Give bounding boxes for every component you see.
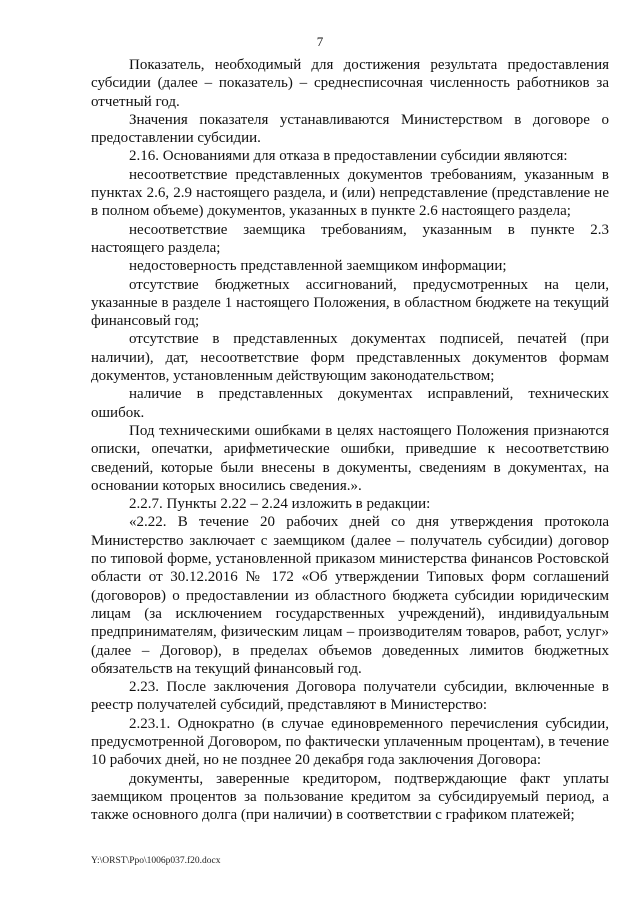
paragraph-documents-payment: документы, заверенные кредитором, подтверждающие факт уплаты заемщиком процентов за пользование кредитом за субсидируемый период, а также основного долга (при наличии) в соответствии с графиком платежей; — [91, 770, 609, 824]
paragraph-2-2-7: 2.2.7. Пункты 2.22 – 2.24 изложить в редакции: — [129, 496, 431, 513]
page-number: 7 — [316, 34, 324, 49]
paragraph-refusal-information: недостоверность представленной заемщиком информации; — [129, 258, 507, 275]
paragraph-refusal-borrower: несоответствие заемщика требованиям, указанным в пункте 2.3 настоящего раздела; — [91, 221, 609, 256]
footer-file-path: Y:\ORST\Ppo\1006p037.f20.docx — [91, 856, 221, 866]
paragraph-2-22: «2.22. В течение 20 рабочих дней со дня утверждения протокола Министерство заключает с заемщиком (далее – получатель субсидии) договор по типовой форме, установленной приказом министерства финансов Ростовской области от 30.12.2016 № 172 «Об утверждении Типовых форм соглашений (договоров) о предоставлении из областного бюджета субсидии юридическим лицам (за исключением государственных учреждений), индивидуальным предпринимателям, физическим лицам – производителям товаров, работ, услуг» (далее – Договор), в пределах объемов доведенных лимитов бюджетных обязательств на текущий финансовый год. — [91, 514, 609, 677]
paragraph-indicator-definition: Показатель, необходимый для достижения результата предоставления субсидии (далее – показатель) – среднесписочная численность работников за отчетный год. — [91, 57, 609, 110]
paragraph-technical-errors: Под техническими ошибками в целях настоящего Положения признаются описки, опечатки, арифметические ошибки, приведшие к несоответствию сведений, которые были внесены в документы, сведениям в документах, на основании которых вносились сведения.». — [91, 422, 609, 494]
paragraph-refusal-corrections: наличие в представленных документах исправлений, технических ошибок. — [91, 386, 609, 421]
paragraph-indicator-values: Значения показателя устанавливаются Министерством в договоре о предоставлении субсидии. — [91, 111, 609, 147]
paragraph-2-23-1: 2.23.1. Однократно (в случае единовременного перечисления субсидии, предусмотренной Договором, по фактически уплаченным процентам), в течение 10 рабочих дней, но не позднее 20 декабря года заключения Договора: — [91, 715, 609, 769]
paragraph-refusal-documents: несоответствие представленных документов требованиям, указанным в пунктах 2.6, 2.9 настоящего раздела, и (или) непредставление (представление не в полном объеме) документов, указанных в пункте 2.6 настоящего раздела; — [91, 166, 609, 220]
document-body — [91, 56, 609, 824]
paragraph-refusal-signatures: отсутствие в представленных документах подписей, печатей (при наличии), дат, несоответствие форм представленных документов формам документов, установленным действующим законодательством; — [91, 331, 609, 385]
paragraph-refusal-budget: отсутствие бюджетных ассигнований, предусмотренных на цели, указанные в разделе 1 настоящего Положения, в областном бюджете на текущий финансовый год; — [91, 276, 609, 330]
paragraph-2-23: 2.23. После заключения Договора получатели субсидии, включенные в реестр получателей субсидий, представляют в Министерство: — [91, 679, 609, 714]
paragraph-2-16-heading: 2.16. Основаниями для отказа в предоставлении субсидии являются: — [129, 148, 568, 165]
